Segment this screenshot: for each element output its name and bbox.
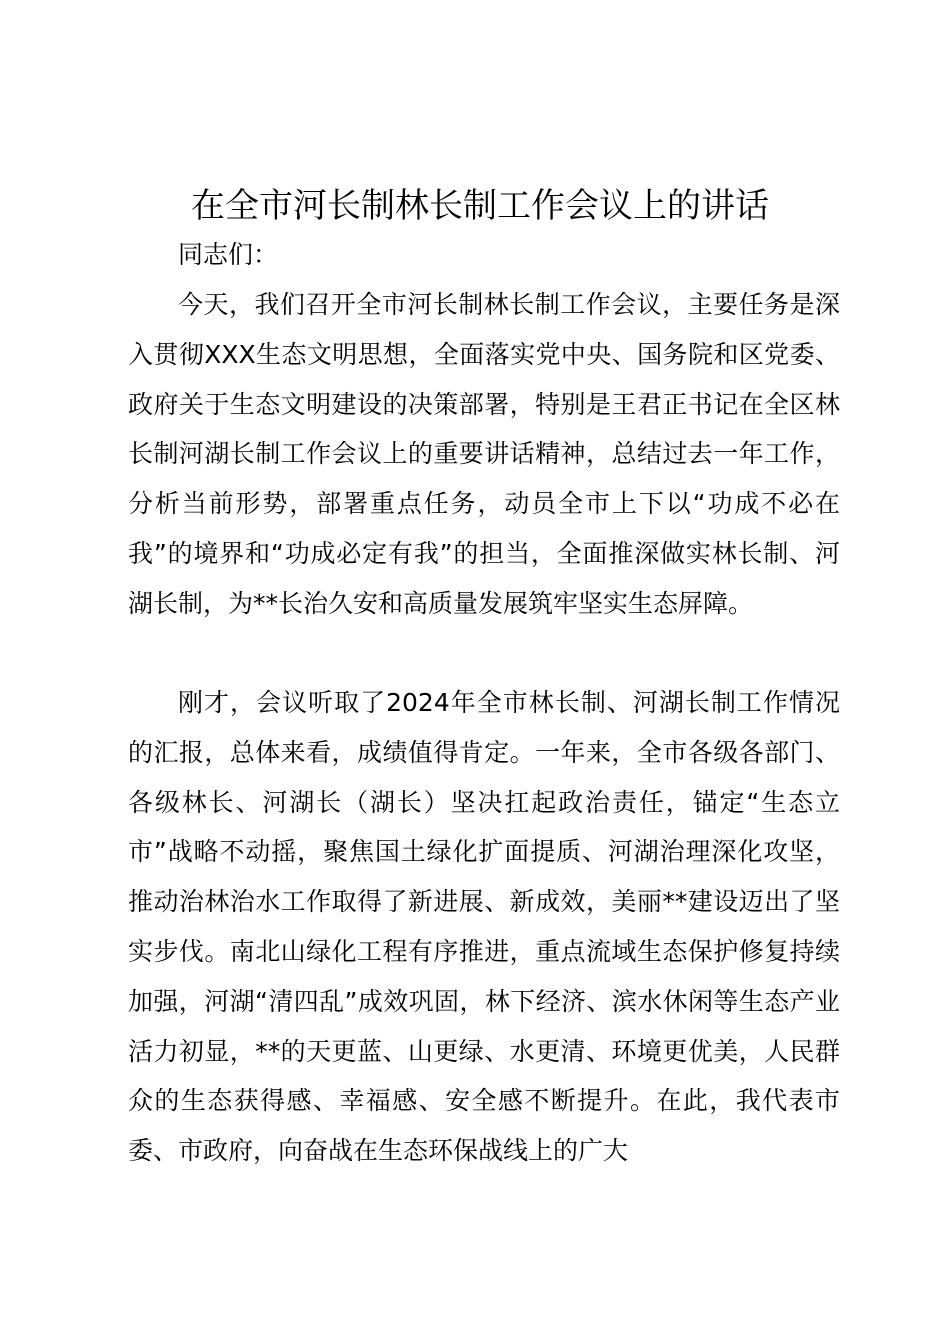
document-title: 在全市河长制林长制工作会议上的讲话 — [191, 186, 769, 226]
paragraph-1: 今天，我们召开全市河长制林长制工作会议，主要任务是深入贯彻XXX生态文明思想，全面落实党中央、国务院和区党委、政府关于生态文明建设的决策部署，特别是王君正书记在全区林长制河湖长制工作会议上的重要讲话精神，总结过去一年工作，分析当前形势，部署重点任务，动员全市上下以“功成不必在我”的境界和“功成必定有我”的担当，全面推深做实林长制、河湖长制，为**长治久安和高质量发展筑牢坚实生态屏障。 — [128, 290, 840, 618]
salutation: 同志们： — [178, 240, 279, 269]
paragraph-2: 刚才，会议听取了2024年全市林长制、河湖长制工作情况的汇报，总体来看，成绩值得肯定。一年来，全市各级各部门、各级林长、河湖长（湖长）坚决扛起政治责任，锚定“生态立市”战略不动摇，聚焦国土绿化扩面提质、河湖治理深化攻坚，推动治林治水工作取得了新进展、新成效，美丽**建设迈出了坚实步伐。南北山绿化工程有序推进，重点流域生态保护修复持续加强，河湖“清四乱”成效巩固，林下经济、滨水休闲等生态产业活力初显，**的天更蓝、山更绿、水更清、环境更优美，人民群众的生态获得感、幸福感、安全感不断提升。在此，我代表市委、市政府，向奋战在生态环保战线上的广大 — [128, 688, 840, 1166]
